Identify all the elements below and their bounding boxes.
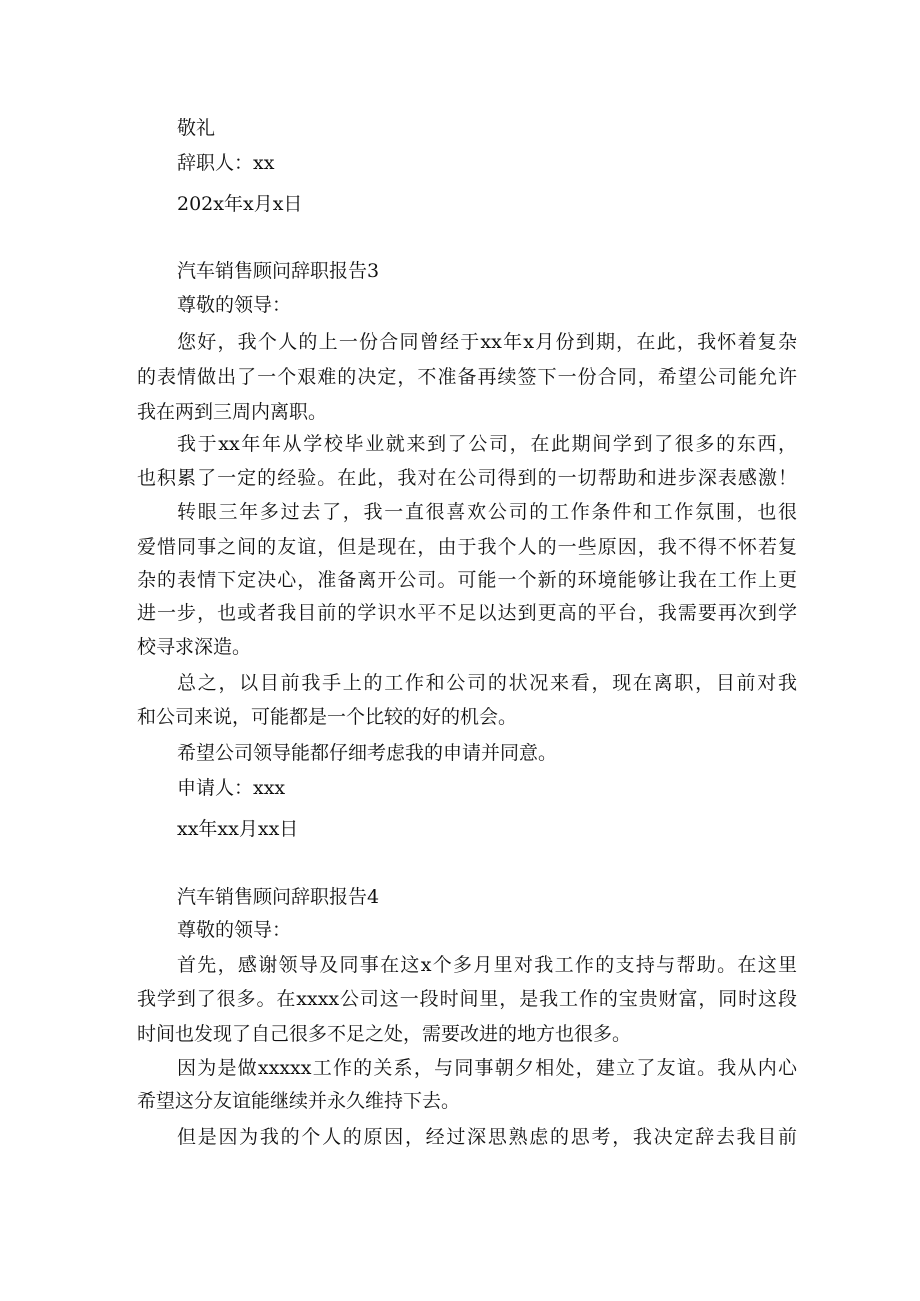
report3-line: 校寻求深造。: [137, 636, 252, 658]
report4-greeting: 尊敬的领导：: [177, 919, 292, 941]
report3-line: 我于xx年年从学校毕业就来到了公司，在此期间学到了很多的东西，: [177, 433, 797, 455]
report3-line: 希望公司领导能都仔细考虑我的申请并同意。: [177, 742, 558, 764]
report4-line: 我学到了很多。在xxxx公司这一段时间里，是我工作的宝贵财富，同时这段: [137, 988, 797, 1010]
report3-greeting: 尊敬的领导：: [177, 294, 292, 316]
closing-date: 202x年x月x日: [177, 193, 303, 215]
report3-line: 总之，以目前我手上的工作和公司的状况来看，现在离职，目前对我: [177, 672, 797, 694]
report4-title: 汽车销售顾问辞职报告4: [177, 886, 380, 908]
report3-line: 转眼三年多过去了，我一直很喜欢公司的工作条件和工作氛围，也很: [177, 501, 797, 523]
report4-line: 首先，感谢领导及同事在这x个多月里对我工作的支持与帮助。在这里: [177, 954, 797, 976]
report3-line: 爱惜同事之间的友谊，但是现在，由于我个人的一些原因，我不得不怀若复: [137, 536, 797, 558]
report3-title: 汽车销售顾问辞职报告3: [177, 260, 380, 282]
report3-line: 也积累了一定的经验。在此，我对在公司得到的一切帮助和进步深表感激！: [137, 467, 797, 489]
report3-signer: 申请人：xxx: [177, 777, 286, 799]
report4-line: 因为是做xxxxx工作的关系，与同事朝夕相处，建立了友谊。我从内心: [177, 1057, 797, 1079]
report3-line: 杂的表情下定决心，准备离开公司。可能一个新的环境能够让我在工作上更: [137, 569, 797, 591]
closing-salutation: 敬礼: [177, 117, 216, 139]
report3-line: 和公司来说，可能都是一个比较的好的机会。: [137, 706, 518, 728]
report3-line: 的表情做出了一个艰难的决定，不准备再续签下一份合同，希望公司能允许: [137, 366, 797, 388]
report4-line: 希望这分友谊能继续并永久维持下去。: [137, 1090, 461, 1112]
report4-line: 时间也发现了自己很多不足之处，需要改进的地方也很多。: [137, 1023, 632, 1045]
report4-line: 但是因为我的个人的原因，经过深思熟虑的思考，我决定辞去我目前: [177, 1126, 797, 1148]
report3-date: xx年xx月xx日: [177, 818, 299, 840]
closing-signer: 辞职人：xx: [177, 152, 275, 174]
report3-line: 您好，我个人的上一份合同曾经于xx年x月份到期，在此，我怀着复杂: [177, 331, 797, 353]
report3-line: 进一步，也或者我目前的学识水平不足以达到更高的平台，我需要再次到学: [137, 602, 797, 624]
report3-line: 我在两到三周内离职。: [137, 401, 328, 423]
